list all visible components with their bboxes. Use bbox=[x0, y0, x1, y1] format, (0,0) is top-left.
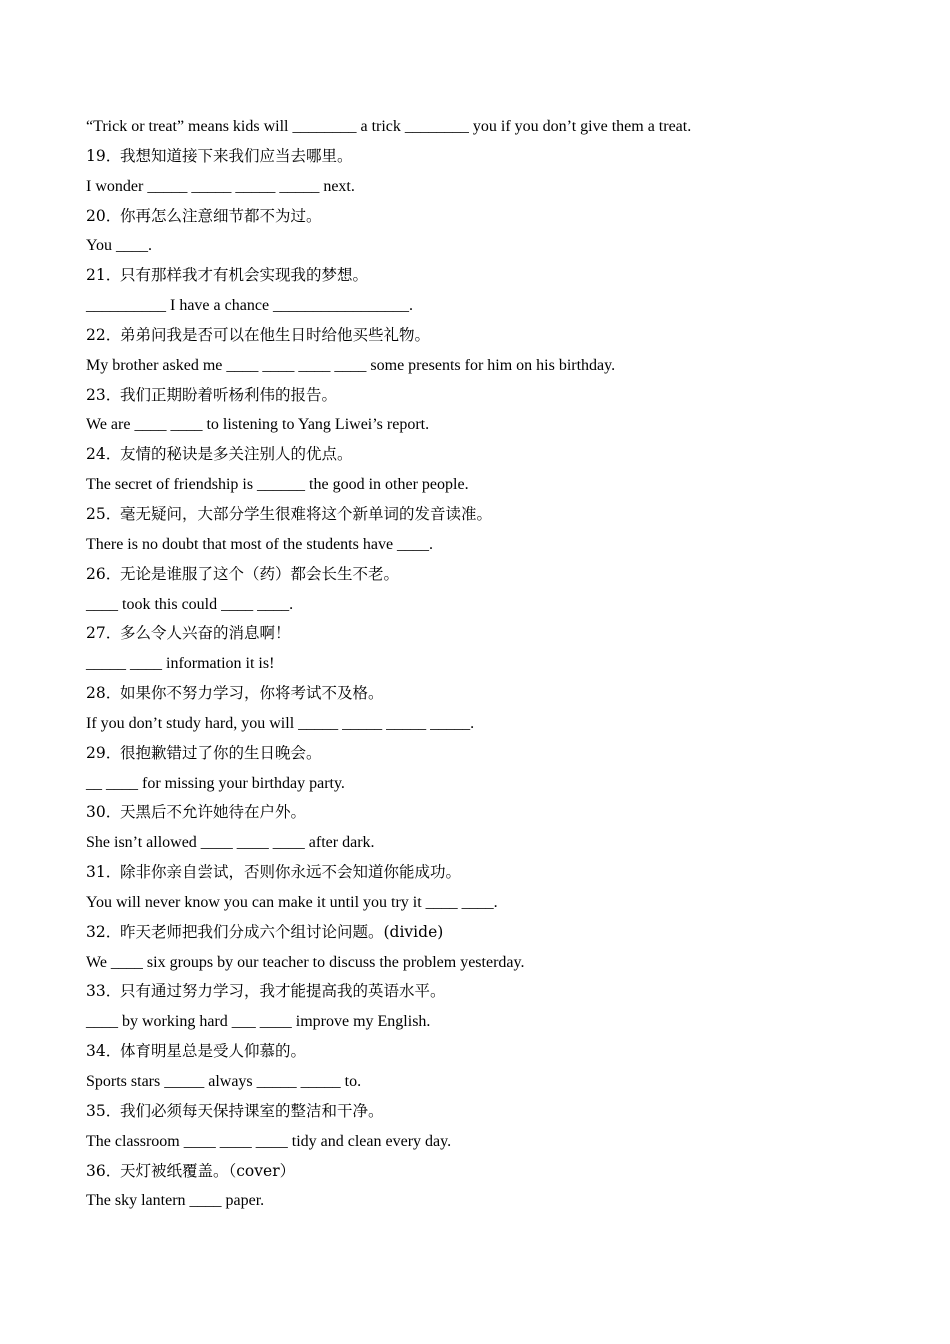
question-number: 19． bbox=[86, 146, 122, 165]
question-number: 33． bbox=[86, 982, 122, 1001]
question-number: 27． bbox=[86, 624, 122, 643]
english-fill-in-sentence: If you don’t study hard, you will _____ _____ _____ _____. bbox=[86, 714, 475, 732]
question-number: 22． bbox=[86, 325, 122, 344]
english-fill-in-sentence: ____ took this could ____ ____. bbox=[86, 595, 294, 613]
worksheet-page bbox=[86, 112, 906, 1216]
english-fill-in-sentence: Sports stars _____ always _____ _____ to. bbox=[86, 1073, 362, 1090]
question-prompt bbox=[86, 619, 906, 649]
english-fill-in-sentence: The secret of friendship is ______ the good in other people. bbox=[86, 476, 469, 494]
question-prompt bbox=[86, 1097, 906, 1127]
english-fill-in-sentence: We are ____ ____ to listening to Yang Liwei’s report. bbox=[86, 416, 430, 434]
chinese-sentence: 只有通过努力学习，我才能提高我的英语水平。 bbox=[120, 982, 446, 1001]
question-prompt bbox=[86, 1037, 906, 1067]
question-prompt bbox=[86, 440, 906, 470]
english-fill-in-sentence: “Trick or treat” means kids will ________ a trick ________ you if you don’t give them a treat. bbox=[86, 118, 692, 135]
english-fill-in-sentence: ____ by working hard ___ ____ improve my English. bbox=[86, 1013, 431, 1031]
english-fill-in-sentence: __ ____ for missing your birthday party. bbox=[86, 774, 345, 792]
question-number: 30． bbox=[86, 803, 122, 822]
question-prompt bbox=[86, 918, 906, 948]
chinese-sentence: 多么令人兴奋的消息啊！ bbox=[120, 624, 291, 643]
chinese-sentence: 你再怎么注意细节都不为过。 bbox=[120, 206, 322, 225]
question-number: 21． bbox=[86, 266, 122, 285]
chinese-sentence: 我想知道接下来我们应当去哪里。 bbox=[120, 146, 353, 165]
chinese-sentence: 如果你不努力学习，你将考试不及格。 bbox=[120, 684, 384, 703]
question-number: 25． bbox=[86, 504, 122, 523]
question-number: 31． bbox=[86, 863, 122, 882]
question-number: 20． bbox=[86, 206, 122, 225]
question-number: 34． bbox=[86, 1042, 122, 1061]
english-fill-in-sentence: There is no doubt that most of the students have ____. bbox=[86, 535, 434, 553]
question-prompt bbox=[86, 321, 906, 351]
english-fill-in-sentence: You will never know you can make it until you try it ____ ____. bbox=[86, 893, 498, 911]
english-fill-in-sentence: _____ ____ information it is! bbox=[86, 655, 275, 673]
chinese-sentence: 体育明星总是受人仰慕的。 bbox=[120, 1042, 307, 1061]
question-number: 29． bbox=[86, 743, 122, 762]
question-prompt bbox=[86, 500, 906, 530]
chinese-sentence: 我们正期盼着听杨利伟的报告。 bbox=[120, 385, 338, 404]
question-prompt bbox=[86, 977, 906, 1007]
question-number: 26． bbox=[86, 564, 122, 583]
question-prompt bbox=[86, 679, 906, 709]
chinese-sentence: 只有那样我才有机会实现我的梦想。 bbox=[120, 266, 369, 285]
chinese-sentence: 我们必须每天保持课室的整洁和干净。 bbox=[120, 1101, 384, 1120]
question-number: 32． bbox=[86, 922, 122, 941]
question-number: 35． bbox=[86, 1101, 122, 1120]
chinese-sentence: 很抱歉错过了你的生日晚会。 bbox=[120, 743, 322, 762]
english-fill-in-sentence: We ____ six groups by our teacher to discuss the problem yesterday. bbox=[86, 953, 525, 971]
english-fill-in-sentence: I wonder _____ _____ _____ _____ next. bbox=[86, 177, 355, 195]
chinese-sentence: 友情的秘诀是多关注别人的优点。 bbox=[120, 445, 353, 464]
question-prompt bbox=[86, 858, 906, 888]
chinese-sentence: 天黑后不允许她待在户外。 bbox=[120, 803, 307, 822]
english-fill-in-sentence: She isn’t allowed ____ ____ ____ after dark. bbox=[86, 834, 375, 852]
question-prompt bbox=[86, 1157, 906, 1187]
question-prompt bbox=[86, 560, 906, 590]
chinese-sentence: 除非你亲自尝试，否则你永远不会知道你能成功。 bbox=[120, 863, 462, 882]
english-fill-in-sentence: The classroom ____ ____ ____ tidy and clean every day. bbox=[86, 1132, 452, 1150]
chinese-sentence: 无论是谁服了这个（药）都会长生不老。 bbox=[120, 564, 400, 583]
question-prompt bbox=[86, 739, 906, 769]
question-number: 36． bbox=[86, 1161, 122, 1180]
question-prompt bbox=[86, 202, 906, 232]
question-number: 23． bbox=[86, 385, 122, 404]
question-prompt bbox=[86, 798, 906, 828]
english-fill-in-sentence: The sky lantern ____ paper. bbox=[86, 1192, 265, 1210]
question-prompt bbox=[86, 381, 906, 411]
question-prompt bbox=[86, 142, 906, 172]
chinese-sentence: 昨天老师把我们分成六个组讨论问题。(divide) bbox=[120, 922, 444, 941]
chinese-sentence: 毫无疑问，大部分学生很难将这个新单词的发音读准。 bbox=[120, 504, 493, 523]
question-number: 28． bbox=[86, 684, 122, 703]
english-fill-in-sentence: My brother asked me ____ ____ ____ ____ some presents for him on his birthday. bbox=[86, 356, 616, 374]
english-fill-in-sentence: __________ I have a chance _________________. bbox=[86, 297, 414, 315]
chinese-sentence: 弟弟问我是否可以在他生日时给他买些礼物。 bbox=[120, 325, 431, 344]
chinese-sentence: 天灯被纸覆盖。（cover） bbox=[120, 1161, 296, 1180]
english-fill-in-sentence: You ____. bbox=[86, 237, 152, 255]
question-prompt bbox=[86, 261, 906, 291]
question-number: 24． bbox=[86, 445, 122, 464]
